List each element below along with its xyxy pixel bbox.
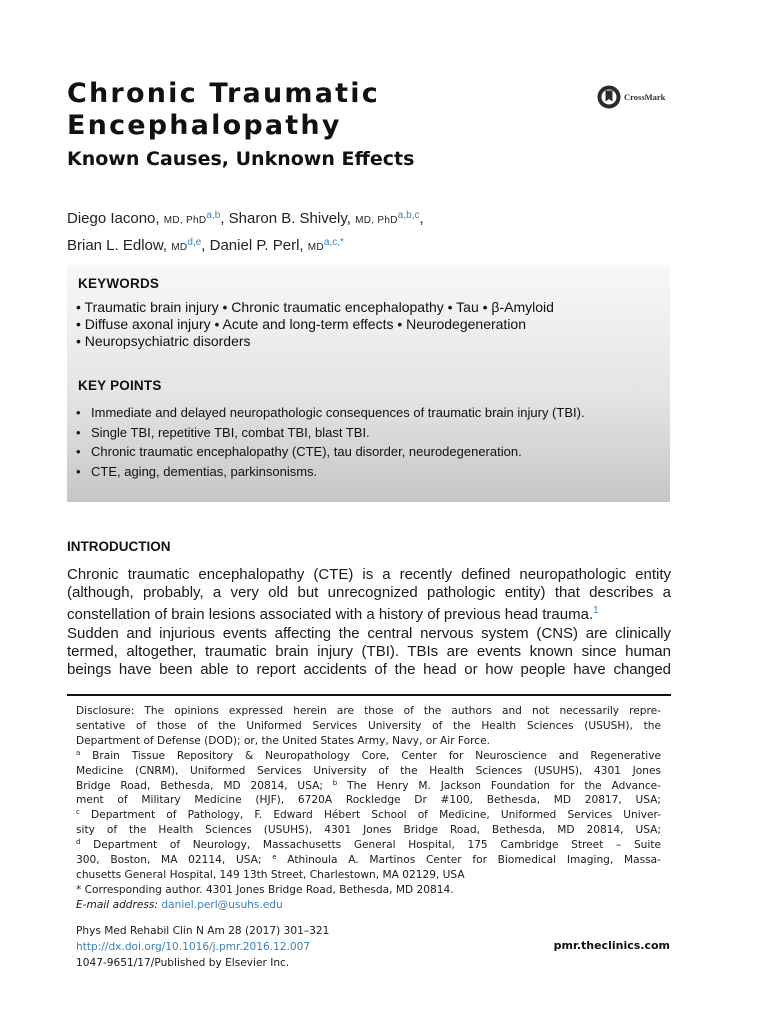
author-name: , Daniel P. Perl, [201,237,304,254]
text-line: constellation of brain lesions associated with a history of previous head trauma.$^1$ [67,605,599,624]
bullet-icon: • [76,424,81,440]
author-degree: MD [307,242,324,253]
author-line-1: Diego Iacono, MD, PhD$^{a,b}$, Sharon B. Shively, MD, PhD$^{a,b,c}$, [67,210,424,227]
affiliation-line: $^c$ Department of Pathology, F. Edward Hébert School of Medicine, Uniformed Services Univer- [76,808,661,822]
affiliation-marker[interactable]: a,c,* [323,237,344,248]
keywords-line: • Neuropsychiatric disorders [76,333,251,349]
key-points-list [76,403,585,481]
footnote-divider [67,694,671,696]
introduction-heading: INTRODUCTION [67,539,171,554]
disclosure-line: sentative of those of the Uniformed Services University of the Health Sciences (USUSH), the [76,719,661,732]
text-line: termed, altogether, traumatic brain injury (TBI). TBIs are events known since human [67,642,671,660]
author-degree: MD [171,242,188,253]
author-name: Diego Iacono, [67,210,160,227]
crossmark-badge[interactable] [597,84,665,110]
corresponding-author: * Corresponding author. 4301 Jones Bridge Road, Bethesda, MD 20814. [76,883,454,896]
disclosure-line: Disclosure: The opinions expressed herein are those of the authors and not necessarily repre- [76,705,661,717]
title-line-1: Chronic Traumatic [67,78,380,109]
key-point-item: • Chronic traumatic encephalopathy (CTE), tau disorder, neurodegeneration. [76,442,585,462]
affiliation-marker[interactable]: a,b [206,210,221,221]
keywords-heading: KEYWORDS [78,276,160,291]
bullet-icon: • [76,444,81,459]
disclosure-line: Department of Defense (DOD); or, the United States Army, Navy, or Air Force. [76,734,490,747]
affiliation-line: $^a$ Brain Tissue Repository & Neuropathology Core, Center for Neuroscience and Regenerative [76,748,661,762]
key-points-heading: KEY POINTS [78,378,162,393]
text-line: Sudden and injurious events affecting the central nervous system (CNS) are clinically [67,624,671,642]
keywords-keypoints-box [67,265,670,502]
journal-website[interactable]: pmr.theclinics.com [553,939,670,952]
email-line [76,898,661,913]
footnotes [76,704,661,913]
text-line: Chronic traumatic encephalopathy (CTE) is a recently defined neuropathologic entity [67,566,671,583]
title-line-2: Encephalopathy [67,110,342,141]
author-degree: MD, PhD [355,215,398,226]
author-name: , Sharon B. Shively, [220,210,351,227]
affiliation-marker[interactable]: d,e [187,237,202,248]
doi-link[interactable]: http://dx.doi.org/10.1016/j.pmr.2016.12.007 [76,941,311,953]
email-label: E-mail address: [76,898,159,911]
affiliation-line: sity of the Health Sciences (USUHS), 4301 Jones Bridge Road, Bethesda, MD 20814, USA; [76,824,661,837]
crossmark-icon [597,85,621,109]
affiliation-marker[interactable]: a,b,c [397,210,420,221]
key-point-item: • CTE, aging, dementias, parkinsonisms. [76,462,585,482]
introduction-text [67,566,671,679]
key-point-item: • Immediate and delayed neuropathologic consequences of traumatic brain injury (TBI). [76,403,585,423]
crossmark-label: CrossMark [624,92,666,102]
journal-citation: Phys Med Rehabil Clin N Am 28 (2017) 301–321 [76,925,330,937]
affiliation-line: chusetts General Hospital, 149 13th Street, Charlestown, MA 02129, USA [76,868,465,881]
affiliation-line: $^d$ Department of Neurology, Massachusetts General Hospital, 175 Cambridge Street – Suite [76,838,661,852]
email-link[interactable]: daniel.perl@usuhs.edu [161,898,283,911]
key-point-item: • Single TBI, repetitive TBI, combat TBI, blast TBI. [76,423,585,443]
article-title [67,78,527,142]
reference-marker[interactable]: 1 [593,605,599,617]
text-line: beings have been able to report accidents of the head or how people have changed [67,661,671,679]
affiliation-line: 300, Boston, MA 02114, USA; $^e$ Athinoula A. Martinos Center for Biomedical Imaging, Massa- [76,853,661,867]
keywords-list [76,299,554,350]
author-degree: MD, PhD [163,215,207,226]
keywords-line: • Diffuse axonal injury • Acute and long-term effects • Neurodegeneration [76,316,527,332]
author-name: Brian L. Edlow, [67,237,168,254]
author-list [67,205,687,259]
affiliation-line: ment of Military Medicine (HJF), 6720A Rockledge Dr #100, Bethesda, MD 20817, USA; [76,794,661,807]
text-line: (although, probably, a very old but unrecognized pathologic entity) that describes a [67,584,671,602]
affiliation-line: Bridge Road, Bethesda, MD 20814, USA; $^b$ The Henry M. Jackson Foundation for the Advance- [76,778,661,792]
author-line-2 [67,232,687,259]
keywords-line: • Traumatic brain injury • Chronic traumatic encephalopathy • Tau • β-Amyloid [76,299,554,315]
bullet-icon: • [76,405,81,420]
bullet-icon: • [76,463,81,479]
issn-line: 1047-9651/17/Published by Elsevier Inc. [76,957,290,969]
article-subtitle: Known Causes, Unknown Effects [67,148,415,170]
affiliation-line: Medicine (CNRM), Uniformed Services University of the Health Sciences (USUHS), 4301 Jones [76,764,661,777]
